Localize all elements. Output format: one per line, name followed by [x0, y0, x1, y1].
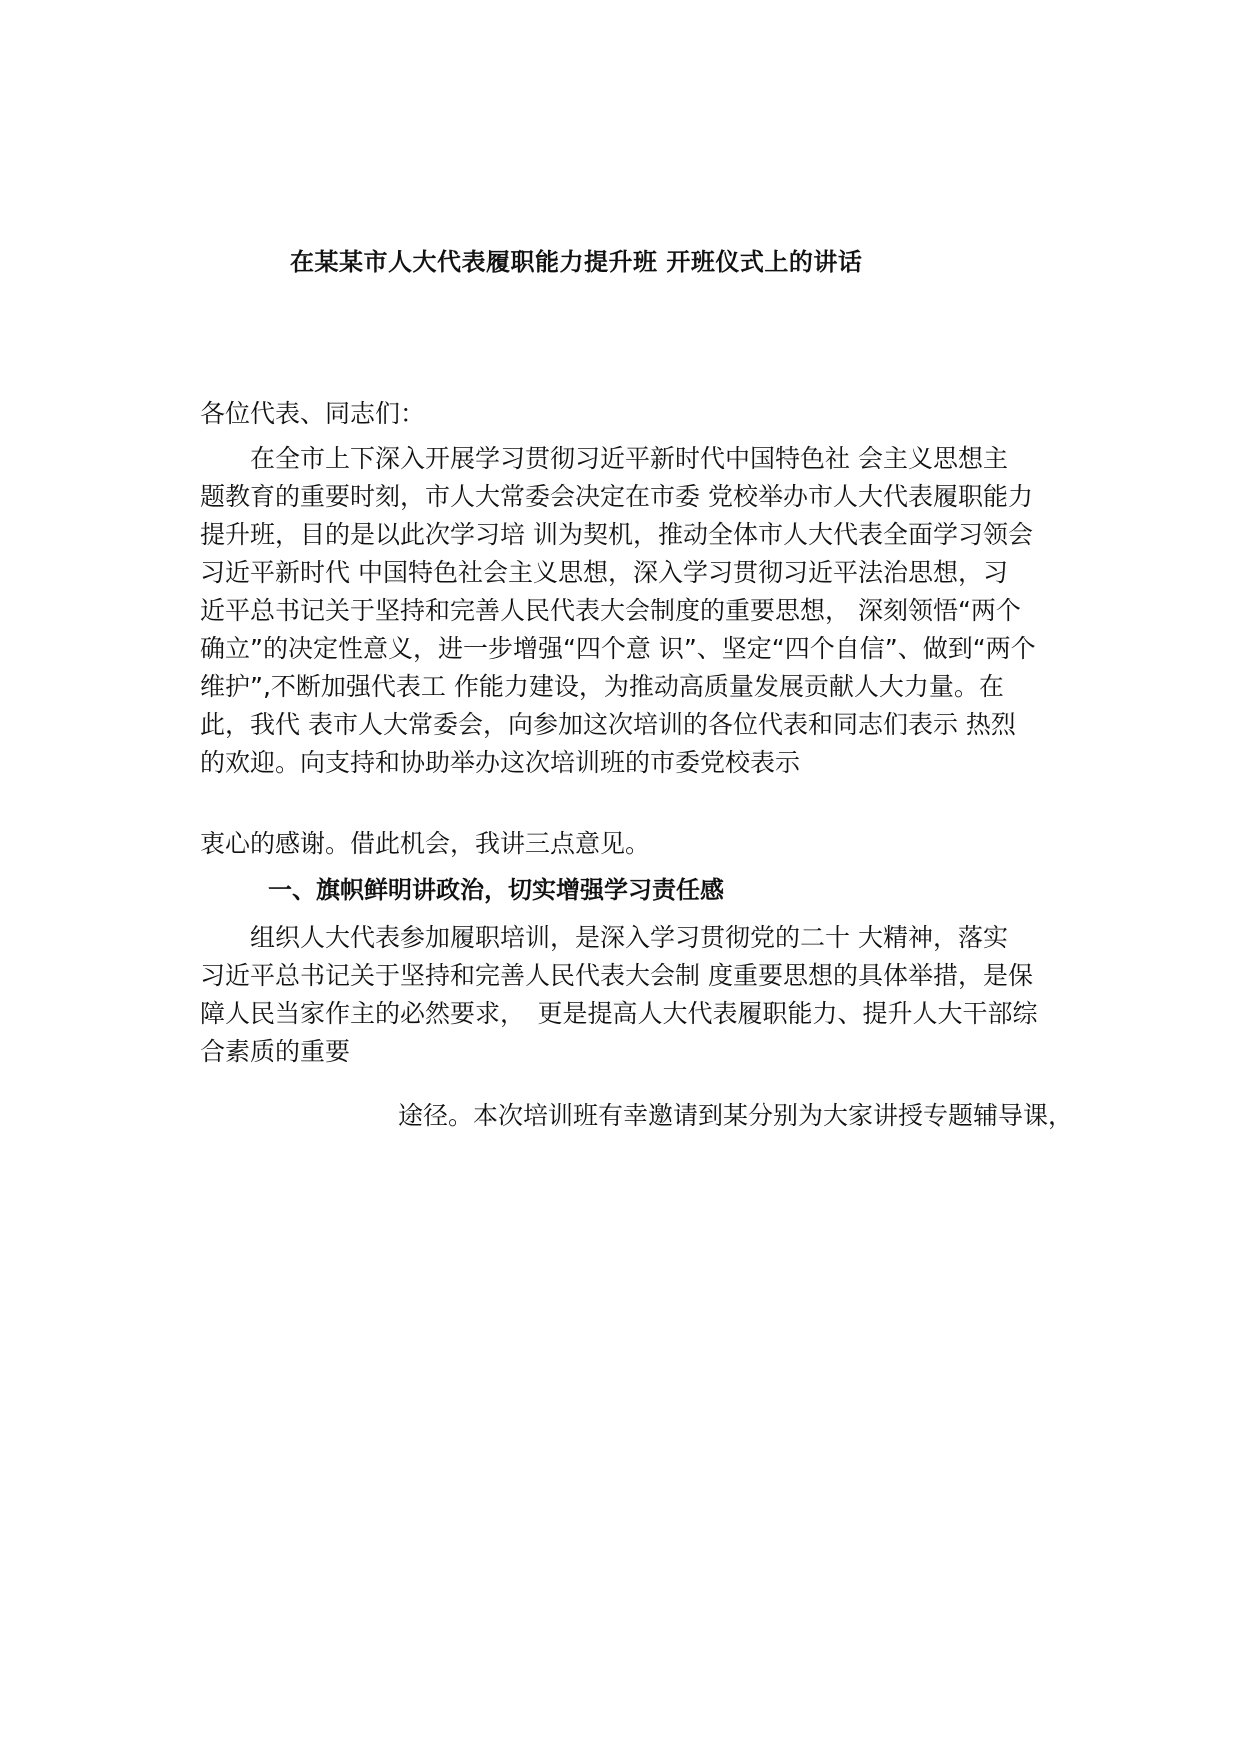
paragraph-line: 障人民当家作主的必然要求， 更是提高人大代表履职能力、提升人大干部综 [200, 999, 1038, 1028]
paragraph-line: 习近平总书记关于坚持和完善人民代表大会制 度重要思想的具体举措，是保 [200, 961, 1033, 990]
paragraph-1 [200, 440, 1070, 782]
paragraph-line: 近平总书记关于坚持和完善人民代表大会制度的重要思想， 深刻领悟“两个 [200, 596, 1021, 625]
paragraph-line: 维护”,不断加强代表工 作能力建设，为推动高质量发展贡献人大力量。在 [200, 672, 1004, 701]
paragraph-line: 在全市上下深入开展学习贯彻习近平新时代中国特色社 会主义思想主 [200, 444, 1008, 473]
paragraph-line: 确立”的决定性意义，进一步增强“四个意 识”、坚定“四个自信”、做到“两个 [200, 634, 1036, 663]
paragraph-line: 题教育的重要时刻，市人大常委会决定在市委 党校举办市人大代表履职能力 [200, 482, 1033, 511]
paragraph-1-end: 衷心的感谢。借此机会，我讲三点意见。 [200, 829, 651, 858]
salutation: 各位代表、同志们： [200, 399, 426, 428]
document-title: 在某某市人大代表履职能力提升班 开班仪式上的讲话 [290, 248, 863, 276]
paragraph-line: 组织人大代表参加履职培训，是深入学习贯彻党的二十 大精神，落实 [200, 923, 1008, 952]
paragraph-line: 合素质的重要 [200, 1037, 351, 1066]
paragraph-3: 途径。本次培训班有幸邀请到某分别为大家讲授专题辅导课， [398, 1101, 1074, 1130]
paragraph-line: 的欢迎。向支持和协助举办这次培训班的市委党校表示 [200, 748, 801, 777]
paragraph-line: 习近平新时代 中国特色社会主义思想，深入学习贯彻习近平法治思想，习 [200, 558, 1008, 587]
paragraph-2 [200, 919, 1070, 1071]
section-heading-1: 一、旗帜鲜明讲政治，切实增强学习责任感 [268, 876, 724, 904]
paragraph-line: 提升班，目的是以此次学习培 训为契机，推动全体市人大代表全面学习领会 [200, 520, 1033, 549]
paragraph-line: 此，我代 表市人大常委会，向参加这次培训的各位代表和同志们表示 热烈 [200, 710, 1016, 739]
